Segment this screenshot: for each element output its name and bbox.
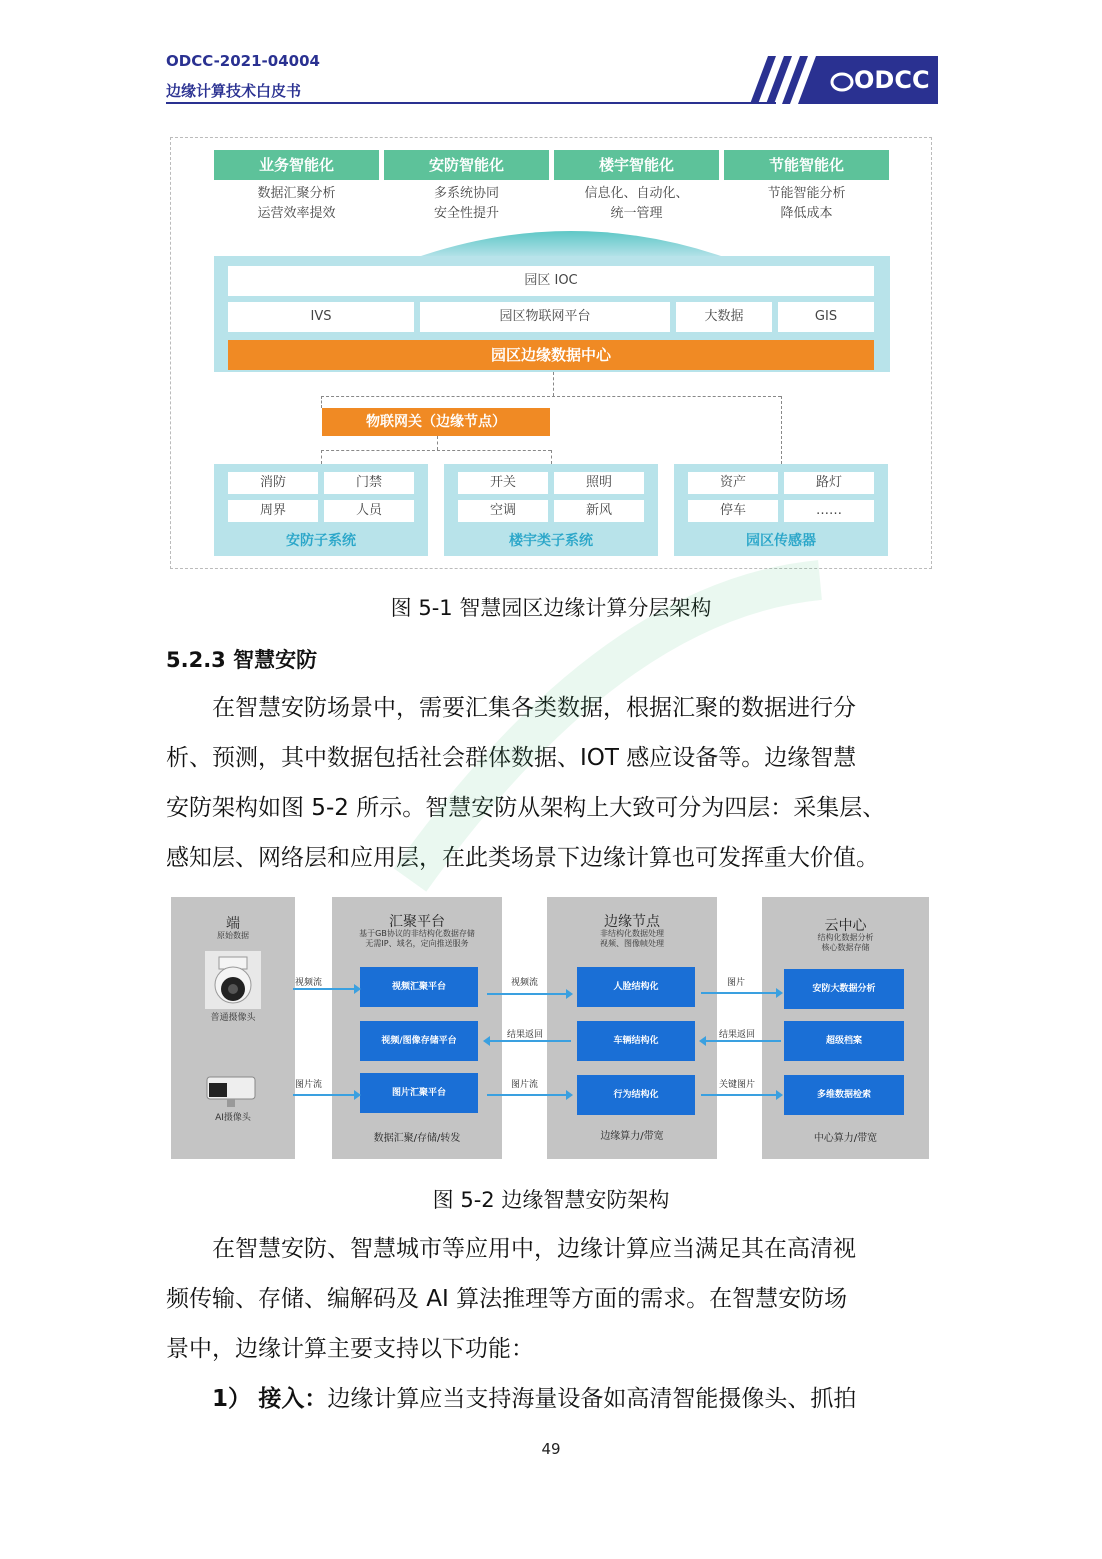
sub-cell: 路灯 xyxy=(784,472,874,494)
arrow-label: 视频流 xyxy=(295,978,323,988)
top-box-line1: 信息化、自动化、 xyxy=(584,186,689,201)
column-title: 端 xyxy=(226,916,240,932)
arrow-label: 结果返回 xyxy=(719,1030,756,1040)
column-edge-node xyxy=(547,897,717,1159)
connector xyxy=(321,396,781,397)
figure-caption-1: 图 5-1 智慧园区边缘计算分层架构 xyxy=(390,596,712,620)
sub-cell: 停车 xyxy=(688,500,778,522)
subsystem-building xyxy=(444,464,658,556)
top-box-business xyxy=(214,150,379,224)
dome-camera-icon xyxy=(205,951,261,1009)
paragraph-line: 析、预测，其中数据包括社会群体数据、IOT 感应设备等。边缘智慧 xyxy=(166,745,857,771)
connector xyxy=(551,450,552,464)
multi-dim-search-box: 多维数据检索 xyxy=(784,1075,904,1115)
connector xyxy=(781,396,782,464)
bigdata-cell: 大数据 xyxy=(676,302,772,332)
column-title: 汇聚平台 xyxy=(389,914,445,930)
column-subtitle: 结构化数据分析 xyxy=(817,933,874,942)
top-box-line2: 统一管理 xyxy=(610,206,663,221)
page-number: 49 xyxy=(541,1440,561,1458)
item-number: 1） xyxy=(212,1386,252,1412)
iot-gateway: 物联网关（边缘节点） xyxy=(322,408,550,436)
ivs-cell: IVS xyxy=(228,302,414,332)
top-box-line1: 多系统协同 xyxy=(433,186,499,201)
behavior-structuring-box: 行为结构化 xyxy=(577,1075,695,1115)
top-box-title: 节能智能化 xyxy=(724,150,889,180)
bullet-camera-icon xyxy=(201,1073,261,1109)
column-subtitle: 原始数据 xyxy=(217,931,249,940)
arrow-right xyxy=(701,992,777,994)
face-structuring-box: 人脸结构化 xyxy=(577,967,695,1007)
ioc-cell: 园区 IOC xyxy=(228,266,874,296)
top-box-line1: 数据汇聚分析 xyxy=(257,186,336,201)
top-box-line2: 运营效率提效 xyxy=(257,206,336,221)
subsystem-label: 园区传感器 xyxy=(746,533,816,549)
image-aggregation-box: 图片汇聚平台 xyxy=(360,1073,478,1113)
figure-caption-2: 图 5-2 边缘智慧安防架构 xyxy=(432,1188,670,1212)
figure-smart-park-architecture xyxy=(170,137,932,569)
header-rule xyxy=(166,102,776,104)
watermark-stamp xyxy=(390,560,830,900)
sub-cell: 照明 xyxy=(554,472,644,494)
top-box-line1: 节能智能分析 xyxy=(767,186,846,201)
paragraph-line: 感知层、网络层和应用层，在此类场景下边缘计算也可发挥重大价值。 xyxy=(166,845,879,871)
column-footer: 边缘算力/带宽 xyxy=(600,1131,664,1142)
arrow-left xyxy=(489,1040,571,1042)
sub-cell: 门禁 xyxy=(324,472,414,494)
camera-label: AI摄像头 xyxy=(215,1113,251,1123)
column-subtitle: 视频、图像帧处理 xyxy=(600,939,664,948)
column-footer: 数据汇聚/存储/转发 xyxy=(373,1133,461,1144)
document-title: 边缘计算技术白皮书 xyxy=(166,82,302,100)
paragraph-2 xyxy=(166,1224,936,1424)
subsystem-sensors xyxy=(674,464,888,556)
edge-data-center: 园区边缘数据中心 xyxy=(228,340,874,370)
sub-cell: 开关 xyxy=(458,472,548,494)
arrow-label: 图片 xyxy=(727,978,746,988)
top-box-line2: 降低成本 xyxy=(780,206,833,221)
top-box-title: 楼宇智能化 xyxy=(554,150,719,180)
arrow-right xyxy=(701,1094,777,1096)
document-code: ODCC-2021-04004 xyxy=(166,52,320,70)
sub-cell: 消防 xyxy=(228,472,318,494)
column-subtitle: 无需IP、域名，定向推送服务 xyxy=(365,939,469,948)
item-label: 接入： xyxy=(258,1386,328,1412)
section-heading: 5.2.3 智慧安防 xyxy=(166,648,318,672)
vehicle-structuring-box: 车辆结构化 xyxy=(577,1021,695,1061)
column-footer: 中心算力/带宽 xyxy=(813,1133,878,1144)
paragraph-line: 在智慧安防场景中，需要汇集各类数据，根据汇聚的数据进行分 xyxy=(166,695,856,721)
figure-edge-security-architecture xyxy=(171,897,929,1159)
storage-platform-box: 视频/图像存储平台 xyxy=(360,1021,478,1061)
super-archive-box: 超级档案 xyxy=(784,1021,904,1061)
big-data-analysis-box: 安防大数据分析 xyxy=(784,969,904,1009)
odcc-logo xyxy=(742,56,938,104)
paragraph-line: 在智慧安防、智慧城市等应用中，边缘计算应当满足其在高清视 xyxy=(166,1236,856,1262)
column-end-devices xyxy=(171,897,295,1159)
connector xyxy=(321,450,551,451)
column-subtitle: 非结构化数据处理 xyxy=(600,929,664,938)
subsystem-label: 楼宇类子系统 xyxy=(509,533,593,549)
top-box-line2: 安全性提升 xyxy=(433,206,499,221)
video-aggregation-box: 视频汇聚平台 xyxy=(360,967,478,1007)
sub-cell: 周界 xyxy=(228,500,318,522)
subsystem-security xyxy=(214,464,428,556)
column-subtitle: 基于GB协议的非结构化数据存储 xyxy=(359,929,475,938)
arrow-left xyxy=(705,1040,781,1042)
gis-cell: GIS xyxy=(778,302,874,332)
top-box-title: 安防智能化 xyxy=(384,150,549,180)
connector xyxy=(437,436,438,450)
paragraph-line: 频传输、存储、编解码及 AI 算法推理等方面的需求。在智慧安防场 xyxy=(166,1286,848,1312)
arrow-label: 图片流 xyxy=(295,1080,323,1090)
sub-cell: 新风 xyxy=(554,500,644,522)
column-subtitle: 核心数据存储 xyxy=(821,943,870,952)
arrow-right xyxy=(487,1094,567,1096)
column-cloud-center xyxy=(762,897,929,1159)
sub-cell: …… xyxy=(784,500,874,522)
connector xyxy=(553,372,554,396)
camera-label: 普通摄像头 xyxy=(210,1013,256,1023)
arrow-label: 图片流 xyxy=(511,1080,539,1090)
sub-cell: 空调 xyxy=(458,500,548,522)
connector xyxy=(321,396,322,408)
column-title: 云中心 xyxy=(824,918,867,934)
arrow-label: 关键图片 xyxy=(719,1080,756,1090)
sub-cell: 人员 xyxy=(324,500,414,522)
logo-text: ODCC xyxy=(854,66,930,94)
subsystem-label: 安防子系统 xyxy=(286,533,356,549)
arrow-right xyxy=(293,988,355,990)
paragraph-line: 安防架构如图 5-2 所示。智慧安防从架构上大致可分为四层：采集层、 xyxy=(166,795,886,821)
item-text: 边缘计算应当支持海量设备如高清智能摄像头、抓拍 xyxy=(327,1386,857,1412)
top-box-title: 业务智能化 xyxy=(214,150,379,180)
column-title: 边缘节点 xyxy=(604,914,660,930)
list-item xyxy=(166,1374,936,1424)
arrow-right xyxy=(293,1094,355,1096)
top-box-energy xyxy=(724,150,889,224)
park-platform xyxy=(214,256,890,372)
connector xyxy=(321,450,322,464)
paragraph-line: 景中，边缘计算主要支持以下功能： xyxy=(166,1336,534,1362)
column-aggregation-platform xyxy=(332,897,502,1159)
arrow-right xyxy=(487,993,567,995)
arrow-label: 视频流 xyxy=(511,978,539,988)
arrow-label: 结果返回 xyxy=(507,1030,544,1040)
iot-platform-cell: 园区物联网平台 xyxy=(420,302,670,332)
sub-cell: 资产 xyxy=(688,472,778,494)
